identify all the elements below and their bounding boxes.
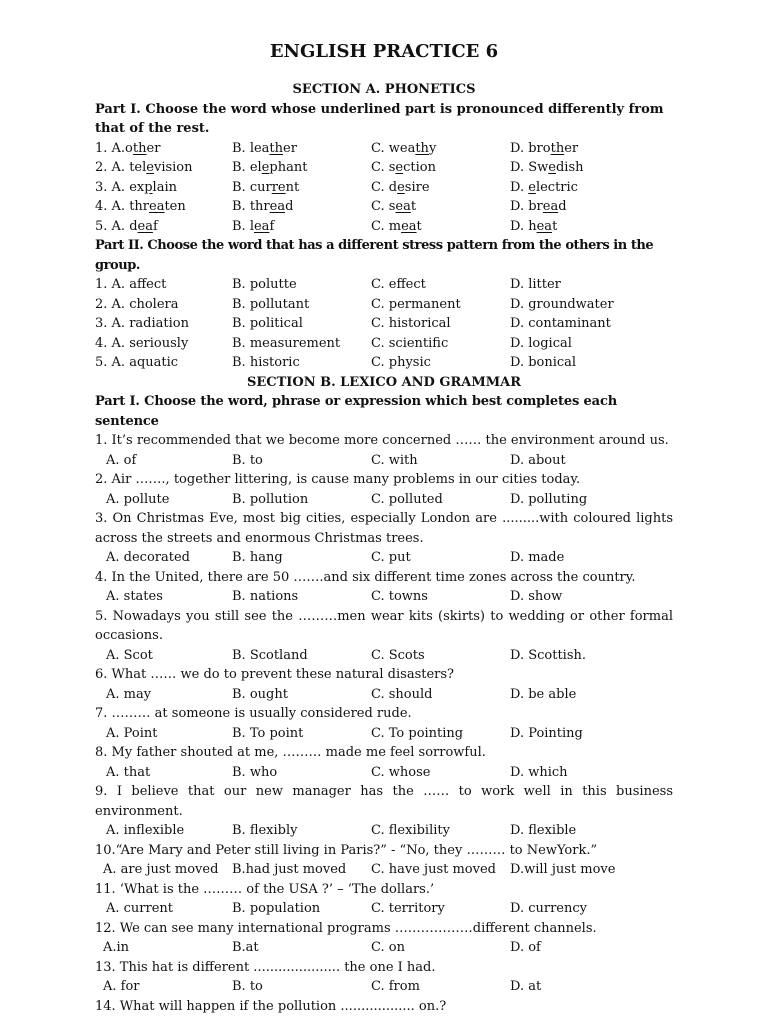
underlined-part: ea [542, 199, 559, 214]
underlined-part: ea [149, 199, 165, 214]
answer-option[interactable]: C. seat [371, 199, 417, 214]
answer-option[interactable]: B. who [232, 764, 278, 780]
answer-option[interactable]: D. electric [510, 179, 578, 195]
answer-option[interactable]: B. hang [232, 550, 283, 565]
answer-option[interactable]: 3. A. radiation [95, 316, 189, 331]
answer-option[interactable]: C. historical [371, 316, 451, 331]
answer-option[interactable]: B. to [232, 979, 263, 994]
answer-option[interactable]: A. states [106, 589, 163, 604]
answer-option[interactable]: B. elephant [232, 160, 308, 175]
underlined-part: ea [253, 218, 270, 234]
underlined-part: e [261, 160, 270, 175]
section-b-title: SECTION B. LEXICO AND GRAMMAR [246, 374, 521, 390]
stress-row [95, 334, 673, 354]
answer-option[interactable]: B.had just moved [232, 862, 347, 877]
answer-option[interactable]: D. bread [510, 199, 567, 214]
answer-option[interactable]: C. territory [371, 901, 445, 916]
answer-option[interactable]: 4. A. threaten [95, 199, 186, 214]
answer-option[interactable]: D. brother [510, 140, 579, 156]
answer-option[interactable]: 2. A. television [95, 160, 193, 175]
answer-option[interactable]: A. of [106, 452, 137, 468]
answer-option[interactable]: A. are just moved [103, 862, 219, 877]
answer-option[interactable]: C. with [371, 452, 418, 468]
underlined-part: ea [401, 218, 417, 234]
answer-option[interactable]: C. section [371, 160, 436, 175]
answer-option[interactable]: C. effect [371, 277, 426, 292]
answer-option[interactable]: 2. A. cholera [95, 296, 179, 312]
question-text: 3. On Christmas Eve, most big cities, especially London are .........with coloured lights across the streets and enormous Christmas trees. [95, 511, 673, 546]
answer-option[interactable]: D. polluting [510, 491, 588, 507]
stress-row [95, 314, 673, 334]
underlined-part: re [271, 179, 286, 195]
answer-option[interactable]: B. to [232, 452, 263, 468]
answer-option[interactable]: C. polluted [371, 491, 443, 507]
underlined-part: e [528, 179, 536, 195]
stress-row [95, 275, 673, 295]
answer-option[interactable]: B. ought [232, 686, 288, 702]
answer-option[interactable]: 1. A.other [95, 140, 161, 156]
answer-option[interactable]: A. inflexible [106, 823, 185, 838]
answer-option[interactable]: C. weathy [371, 140, 437, 156]
answer-option[interactable]: C. from [371, 979, 420, 994]
stress-row [95, 353, 673, 373]
options-row [95, 938, 673, 958]
underlined-part: th [269, 140, 284, 156]
options-row [95, 977, 673, 997]
question-text: 5. Nowadays you still see the ………men wear kits (skirts) to wedding or other formal occasions. [95, 608, 673, 643]
answer-option[interactable]: D. logical [510, 335, 572, 351]
answer-option[interactable]: 3. A. explain [95, 179, 177, 195]
answer-option[interactable]: B. pollution [232, 491, 309, 507]
answer-option[interactable]: D. show [510, 589, 563, 604]
question-text: 8. My father shouted at me, ……… made me feel sorrowful. [95, 745, 486, 760]
answer-option[interactable]: C. whose [371, 764, 431, 780]
answer-option[interactable]: C. flexibility [371, 823, 450, 838]
answer-option[interactable]: C. put [371, 550, 411, 565]
answer-option[interactable]: B. polutte [232, 277, 297, 292]
underlined-part: th [132, 140, 147, 156]
underlined-part: th [550, 140, 565, 156]
answer-option[interactable]: C. on [371, 940, 405, 955]
answer-option[interactable]: D. Pointing [510, 725, 583, 741]
answer-option[interactable]: D. at [510, 979, 542, 994]
answer-option[interactable]: B.at [232, 940, 259, 955]
phonetics-row [95, 197, 673, 217]
answer-option[interactable]: D. about [510, 452, 566, 468]
answer-option[interactable]: C. physic [371, 355, 431, 370]
answer-option[interactable]: D. Scottish. [510, 647, 587, 663]
answer-option[interactable]: C. have just moved [371, 862, 496, 877]
answer-option[interactable]: B. population [232, 901, 321, 916]
underlined-part: e [397, 179, 405, 195]
options-row [95, 685, 673, 705]
answer-option[interactable]: D. made [510, 550, 565, 565]
underlined-part: p [144, 179, 153, 195]
answer-option[interactable]: B. current [232, 179, 300, 195]
answer-option[interactable]: A. current [106, 901, 174, 916]
options-row [95, 451, 673, 471]
phonetics-row [95, 158, 673, 178]
phonetics-part1-list [95, 139, 673, 237]
answer-option[interactable]: B. leaf [232, 218, 275, 234]
question-text: 13. This hat is different ..................... the one I had. [95, 959, 436, 975]
answer-option[interactable]: C. towns [371, 589, 428, 604]
underlined-part: e [146, 160, 154, 175]
answer-option[interactable]: A. may [106, 686, 152, 702]
answer-option[interactable]: 4. A. seriously [95, 335, 189, 351]
answer-option[interactable]: C. permanent [371, 296, 461, 312]
answer-option[interactable]: C. meat [371, 218, 422, 234]
answer-option[interactable]: D. Swedish [510, 160, 584, 175]
options-row [95, 763, 673, 783]
question-text: 10.“Are Mary and Peter still living in Paris?” - “No, they ……… to NewYork.” [95, 842, 598, 858]
options-row [95, 646, 673, 666]
options-row [95, 724, 673, 744]
answer-option[interactable]: D. which [510, 764, 568, 780]
section-a-part1-instruction: Part I. Choose the word whose underlined part is pronounced differently from that of the rest. [95, 101, 664, 136]
answer-option[interactable]: A. pollute [106, 491, 170, 507]
answer-option[interactable]: B. political [232, 316, 303, 331]
underlined-part: ea [536, 218, 553, 234]
answer-option[interactable]: 5. A. aquatic [95, 355, 179, 370]
options-row [95, 821, 673, 841]
underlined-part: ea [269, 199, 286, 214]
options-row [95, 587, 673, 607]
underlined-part: ea [395, 199, 411, 214]
answer-option[interactable]: D. be able [510, 686, 577, 702]
answer-option[interactable]: C. Scots [371, 647, 425, 663]
answer-option[interactable]: 1. A. affect [95, 277, 167, 292]
answer-option[interactable]: C. scientific [371, 335, 449, 351]
options-row [95, 490, 673, 510]
options-row [95, 548, 673, 568]
answer-option[interactable]: B. historic [232, 355, 300, 370]
answer-option[interactable]: D. bonical [510, 355, 577, 370]
question-text: 14. What will happen if the pollution .................. on.? [95, 998, 447, 1014]
phonetics-row [95, 178, 673, 198]
phonetics-row [95, 139, 673, 159]
answer-option[interactable]: D. heat [510, 218, 558, 234]
question-text: 12. We can see many international programs ………………different channels. [95, 920, 597, 936]
question-text: 6. What …… we do to prevent these natural disasters? [95, 667, 455, 682]
answer-option[interactable]: D. flexible [510, 823, 577, 838]
answer-option[interactable]: D.will just move [510, 862, 616, 877]
section-a-part2-instruction: Part II. Choose the word that has a different stress pattern from the others in the group. [95, 238, 654, 273]
answer-option[interactable]: C. To pointing [371, 725, 464, 741]
answer-option[interactable]: A. decorated [106, 550, 190, 565]
answer-option[interactable]: B. flexibly [232, 823, 298, 838]
answer-option[interactable]: 5. A. deaf [95, 218, 158, 234]
answer-option[interactable]: A.in [103, 940, 130, 955]
section-a-title: SECTION A. PHONETICS [292, 82, 476, 97]
answer-option[interactable]: A. for [103, 979, 140, 994]
stress-part2-list [95, 275, 673, 373]
question-text: 4. In the United, there are 50 …….and six different time zones across the country. [95, 569, 636, 585]
section-b-part1-instruction: Part I. Choose the word, phrase or expression which best completes each sentence [95, 394, 618, 429]
question-text: 11. ‘What is the ……… of the USA ?’ – ‘The dollars.’ [95, 881, 435, 897]
options-row [95, 899, 673, 919]
page-title: ENGLISH PRACTICE 6 [269, 41, 499, 62]
answer-option[interactable]: A. Point [106, 725, 158, 741]
answer-option[interactable]: A. that [106, 764, 151, 780]
options-row [95, 860, 673, 880]
answer-option[interactable]: D. contaminant [510, 316, 611, 331]
question-text: 1. It’s recommended that we become more concerned …… the environment around us. [95, 433, 669, 448]
answer-option[interactable]: B. measurement [232, 335, 341, 351]
answer-option[interactable]: B. Scotland [232, 647, 308, 663]
grammar-question-list [95, 431, 673, 1016]
answer-option[interactable]: B. pollutant [232, 296, 310, 312]
question-text: 9. I believe that our new manager has the …… to work well in this business environment. [95, 784, 673, 819]
question-text: 7. ……… at someone is usually considered rude. [95, 706, 412, 721]
answer-option[interactable]: B. To point [232, 725, 304, 741]
answer-option[interactable]: B. thread [232, 199, 294, 214]
phonetics-row [95, 217, 673, 237]
answer-option[interactable]: D. litter [510, 277, 561, 292]
underlined-part: th [415, 140, 429, 156]
answer-option[interactable]: B. nations [232, 589, 299, 604]
answer-option[interactable]: D. currency [510, 901, 587, 916]
underlined-part: ea [137, 218, 153, 234]
answer-option[interactable]: C. should [371, 686, 433, 702]
answer-option[interactable]: B. leather [232, 140, 297, 156]
answer-option[interactable]: C. desire [371, 179, 430, 195]
stress-row [95, 295, 673, 315]
answer-option[interactable]: A. Scot [106, 647, 153, 663]
question-text: 2. Air ……., together littering, is cause many problems in our cities today. [95, 472, 581, 487]
answer-option[interactable]: D. groundwater [510, 296, 614, 312]
underlined-part: e [548, 160, 556, 175]
answer-option[interactable]: D. of [510, 940, 541, 955]
underlined-part: e [395, 160, 404, 175]
